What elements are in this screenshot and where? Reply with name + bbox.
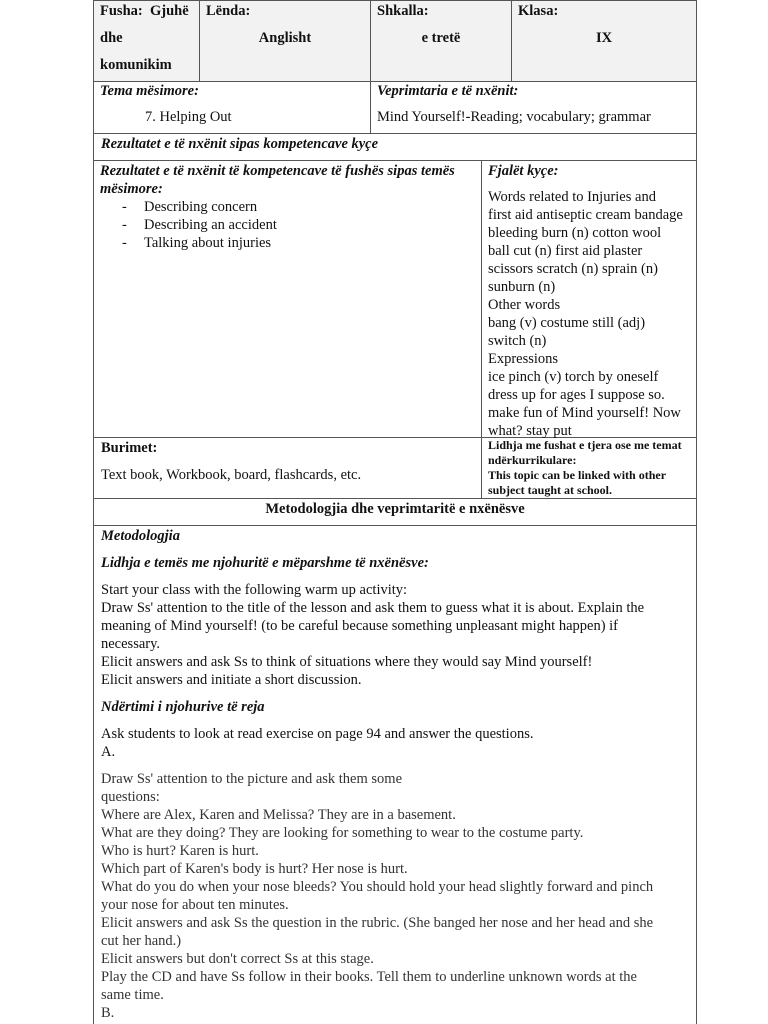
text-line: Who is hurt? Karen is hurt. [101,843,259,859]
activity-text [101,770,691,1022]
list-item: - Describing an accident [122,216,475,234]
outcomes-list [100,198,475,252]
prior-knowledge-text [101,581,691,689]
fusha-cell [94,1,199,81]
keyword-line: bang (v) costume still (adj) [488,315,646,331]
lenda-value: Anglisht [258,30,312,46]
text-line: Which part of Karen's body is hurt? Her nose is hurt. [101,861,408,877]
text-line: Ask students to look at read exercise on page 94 and answer the questions. [101,726,534,742]
keyword-line: Words related to Injuries and [488,189,656,205]
shkalla-cell [370,1,511,81]
new-knowledge-heading: Ndërtimi i njohurive të reja [101,699,265,715]
tema-cell [94,82,370,133]
methodology-title: Metodologjia dhe veprimtaritë e nxënësve [265,501,525,517]
text-line: Elicit answers but don't correct Ss at this stage. [101,951,374,967]
keyword-line: switch (n) [488,333,547,349]
methodology-subtitle: Metodologjia [101,528,180,544]
klasa-label: Klasa: [518,3,559,19]
text-line: your nose for about ten minutes. [101,897,289,913]
keyword-line: ice pinch (v) torch by oneself [488,369,659,385]
text-line: What do you do when your nose bleeds? You should hold your head slightly forward and pinch [101,879,654,895]
keyword-line: scissors scratch (n) sprain (n) [488,261,658,277]
resources-text: Text book, Workbook, board, flashcards, etc. [101,467,362,483]
fusha-label: Fusha: [100,3,143,19]
text-line: What are they doing? They are looking for something to wear to the costume party. [101,825,584,841]
shkalla-value: e tretë [421,30,461,46]
text-line: Where are Alex, Karen and Melissa? They are in a basement. [101,807,456,823]
text-line: Elicit answers and initiate a short discussion. [101,672,362,688]
tema-label: Tema mësimore: [100,83,199,99]
keyword-line: ball cut (n) first aid plaster [488,243,643,259]
links-text-1: This topic can be linked with other [488,468,667,482]
new-knowledge-text [101,725,691,761]
keyword-line: Expressions [488,351,559,367]
text-line: meaning of Mind yourself! (to be careful because something unpleasant might happen) if [101,618,619,634]
resources-heading: Burimet: [101,440,158,456]
text-line: B. [101,1005,115,1021]
fusha-value-1: Gjuhë [149,3,189,19]
text-line: Start your class with the following warm up activity: [101,582,408,598]
resources-cell [94,438,481,498]
links-heading-1: Lidhja me fushat e tjera ose me temat [488,438,682,452]
veprimtaria-label: Veprimtaria e të nxënit: [377,83,519,99]
text-line: Elicit answers and ask Ss to think of situations where they would say Mind yourself! [101,654,593,670]
veprimtaria-value: Mind Yourself!-Reading; vocabulary; grammar [377,109,651,125]
keywords-cell [481,161,696,437]
keyword-line: sunburn (n) [488,279,556,295]
competences-row [94,134,696,161]
keyword-line: bleeding burn (n) cotton wool [488,225,662,241]
keyword-line: dress up for ages I suppose so. [488,387,665,403]
shkalla-label: Shkalla: [377,3,429,19]
text-line: Play the CD and have Ss follow in their books. Tell them to underline unknown words at the [101,969,637,985]
keywords-heading: Fjalët kyçe: [488,163,559,179]
text-line: necessary. [101,636,161,652]
prior-knowledge-heading: Lidhja e temës me njohuritë e mëparshme të nxënësve: [101,555,429,571]
list-item: - Talking about injuries [122,234,475,252]
links-heading-2: ndërkurrikulare: [488,453,577,467]
keyword-line: what? stay put [488,423,572,439]
tema-value: 7. Helping Out [145,109,232,125]
veprimtaria-cell [370,82,696,133]
text-line: questions: [101,789,160,805]
keyword-line: first aid antiseptic cream bandage [488,207,683,223]
topic-row [94,82,696,134]
text-line: A. [101,744,116,760]
fusha-value-2: dhe [100,30,123,46]
text-line: Draw Ss' attention to the picture and ask them some [101,771,403,787]
fusha-value-3: komunikim [100,57,172,73]
list-item: - Describing concern [122,198,475,216]
keyword-line: make fun of Mind yourself! Now [488,405,681,421]
lesson-plan-page [93,0,697,1024]
methodology-body [101,526,691,1022]
outcomes-row [94,161,696,438]
competences-heading: Rezultatet e të nxënit sipas kompetencave kyçe [101,136,379,152]
resources-row [94,438,696,499]
text-line: same time. [101,987,164,1003]
keyword-line: Other words [488,297,561,313]
links-cell [481,438,696,498]
text-line: Elicit answers and ask Ss the question in the rubric. (She banged her nose and her head and she [101,915,654,931]
text-line: cut her hand.) [101,933,182,949]
lenda-cell [199,1,370,81]
links-text-2: subject taught at school. [488,483,613,497]
text-line: Draw Ss' attention to the title of the lesson and ask them to guess what it is about. Explain the [101,600,645,616]
methodology-title-row [94,499,696,526]
header-row [94,0,696,82]
lenda-label: Lënda: [206,3,251,19]
klasa-value: IX [595,30,613,46]
outcomes-heading: Rezultatet e të nxënit të kompetencave të fushës sipas temës mësimore: [100,163,455,197]
klasa-cell [511,1,696,81]
outcomes-cell [94,161,481,437]
